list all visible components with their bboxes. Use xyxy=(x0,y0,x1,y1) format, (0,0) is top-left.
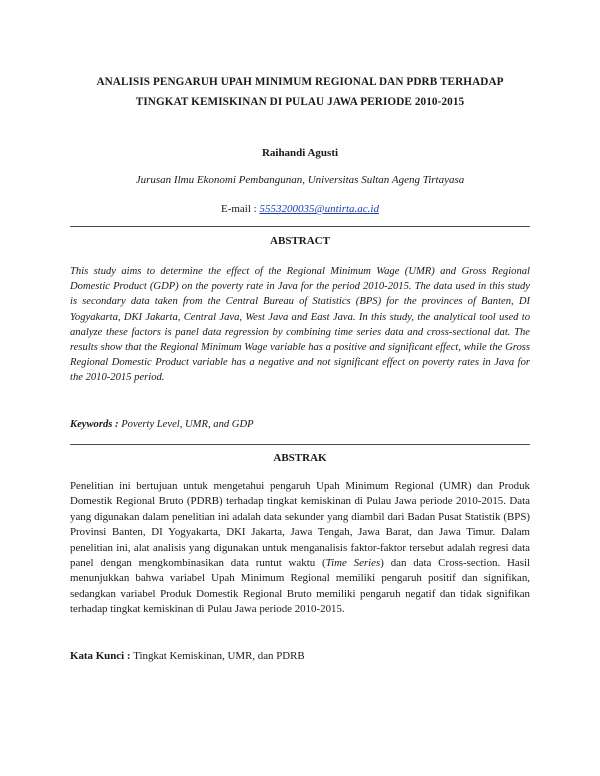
email-label: E-mail : xyxy=(220,203,260,215)
title-line-1: ANALISIS PENGARUH UPAH MINIMUM REGIONAL DAN PDRB TERHADAP xyxy=(96,76,504,88)
author-email xyxy=(0,202,600,216)
keywords xyxy=(70,418,530,432)
divider-top xyxy=(70,226,530,227)
abstract-text: This study aims to determine the effect of the Regional Minimum Wage (UMR) and Gross Regional Domestic Product (GDP) on the poverty rate in Java for the period 2010-2015. The data used in this study is secondary data taken from the Central Bureau of Statistics (BPS) for the provinces of Banten, DI Yogyakarta, DKI Jakarta, Central Java, West Java and East Java. In this study, the analytical tool used to analyze these factors is panel data regression by combining time series data and cross-sectional dat. The results show that the Regional Minimum Wage variable has a positive and significant effect, while the Gross Regional Domestic Product variable has a negative and not significant effect on poverty rates in Java for the 2010-2015 period. xyxy=(70,266,530,384)
kata-kunci-label: Kata Kunci : xyxy=(70,650,134,662)
keywords-value: Poverty Level, UMR, and GDP xyxy=(121,419,254,430)
email-link[interactable]: 5553200035@untirta.ac.id xyxy=(259,203,379,215)
kata-kunci-value: Tingkat Kemiskinan, UMR, dan PDRB xyxy=(133,650,305,662)
divider-middle xyxy=(70,444,530,445)
abstrak-text-part-2: ) dan data Cross-section. Hasil menunjukkan bahwa variabel Upah Minimum Regional memiliki pengaruh positif dan signifikan, sedangkan variabel Produk Domestik Regional Bruto memiliki pengaruh negatif dan tidak signifikan terhadap tingkat kemiskinan di Pulau Jawa periode 2010-2015. xyxy=(70,557,530,616)
author-name: Raihandi Agusti xyxy=(261,147,339,159)
keywords-label: Keywords : xyxy=(70,419,122,430)
abstract-heading: ABSTRACT xyxy=(270,235,330,247)
abstrak-text-part-1: Penelitian ini bertujuan untuk mengetahui pengaruh Upah Minimum Regional (UMR) dan Produk Domestik Regional Bruto (PDRB) terhadap tingkat kemiskinan di Pulau Jawa periode 2010-2015. Data yang digunakan dalam penelitian ini adalah data sekunder yang diambil dari Badan Pusat Statistik (BPS) Provinsi Banten, DI Yogyakarta, DKI Jakarta, Jawa Tengah, Jawa Barat, dan Jawa Timur. Dalam penelitian ini, alat analisis yang digunakan untuk menganalisis faktor-faktor tersebut adalah regresi data panel dengan mengkombinasikan data runtut waktu ( xyxy=(70,480,530,570)
abstrak-text-italic: Time Series xyxy=(325,557,381,570)
kata-kunci xyxy=(70,649,530,663)
paper-title xyxy=(40,72,560,112)
abstrak-heading: ABSTRAK xyxy=(273,452,327,464)
author-affiliation: Jurusan Ilmu Ekonomi Pembangunan, Universitas Sultan Ageng Tirtayasa xyxy=(135,174,465,186)
abstrak-text xyxy=(70,479,530,618)
title-line-2: TINGKAT KEMISKINAN DI PULAU JAWA PERIODE 2010-2015 xyxy=(135,96,465,108)
